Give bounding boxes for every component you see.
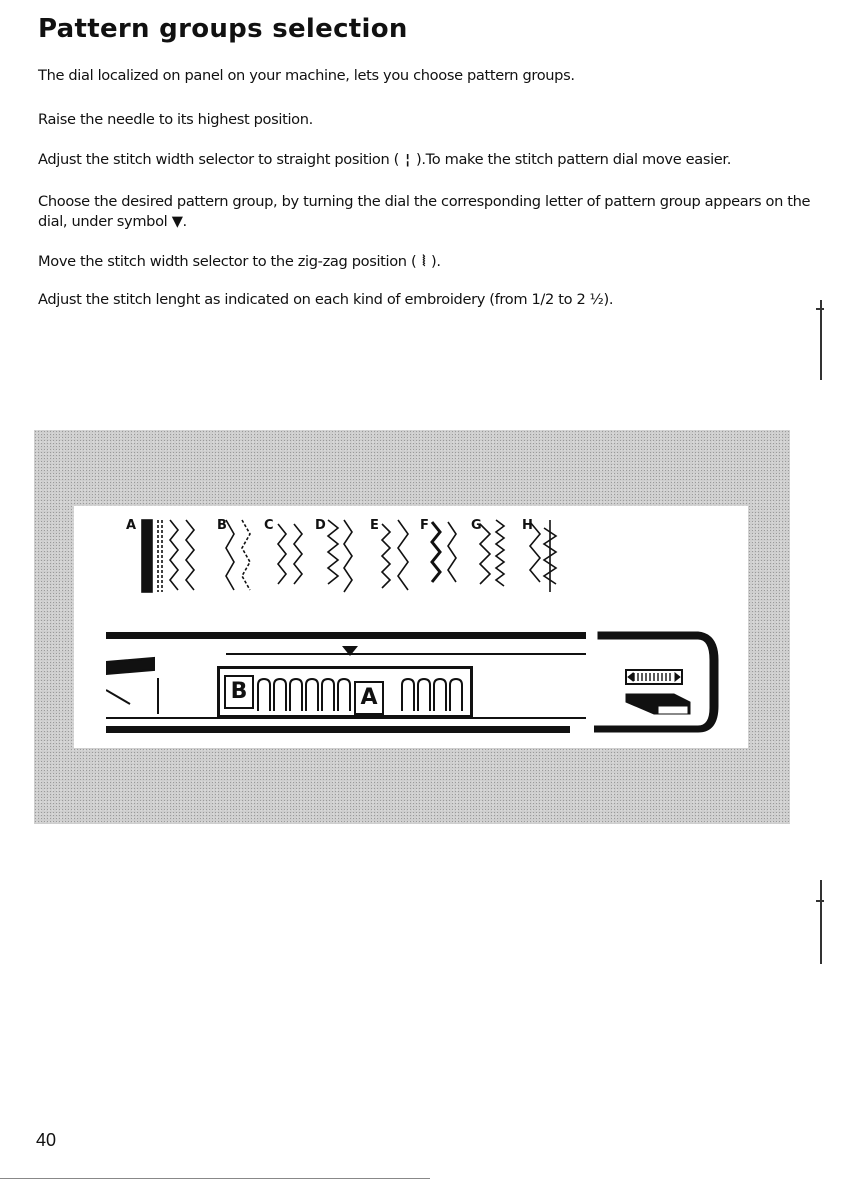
- pointer-symbol-icon: ▼.: [171, 213, 187, 230]
- group-letter-e: E: [370, 518, 379, 533]
- paragraph-dial-intro: The dial localized on panel on your machine, lets you choose pattern groups.: [38, 67, 575, 84]
- group-letter-a: A: [126, 518, 137, 533]
- group-letter-d: D: [315, 518, 326, 533]
- upper-bar: [106, 632, 586, 639]
- bottom-rule: [0, 1178, 430, 1179]
- paragraph-choose-text: Choose the desired pattern group, by turning the dial the corresponding letter of pattern group appears on the dial, under symbol: [38, 193, 811, 230]
- dial-letter-b: B: [224, 675, 254, 709]
- scan-mark: [816, 308, 824, 310]
- scan-mark: [820, 300, 822, 380]
- paragraph-straight-position: [38, 150, 838, 170]
- scan-mark: [820, 880, 822, 964]
- group-letter-b: B: [217, 518, 227, 533]
- paragraph-straight-before: Adjust the stitch width selector to straight position (: [38, 151, 400, 168]
- stitch-patterns-icon: [138, 514, 618, 598]
- page-number: 40: [36, 1130, 57, 1150]
- group-letter-g: G: [471, 518, 482, 533]
- paragraph-zigzag-after: ).: [431, 253, 441, 270]
- group-letter-c: C: [264, 518, 274, 533]
- paragraph-stitch-length: Adjust the stitch lenght as indicated on each kind of embroidery (from 1/2 to 2 ½).: [38, 291, 614, 308]
- scan-mark: [816, 900, 824, 902]
- group-letter-f: F: [420, 518, 429, 533]
- group-letter-h: H: [522, 518, 533, 533]
- presser-foot-icon: [594, 630, 724, 736]
- page-title: Pattern groups selection: [38, 14, 408, 44]
- paragraph-zigzag-position: [38, 252, 838, 272]
- pattern-dial[interactable]: [217, 666, 473, 718]
- pattern-dial-illustration: [34, 430, 790, 824]
- paragraph-raise-needle: Raise the needle to its highest position.: [38, 111, 313, 128]
- zigzag-stitch-icon: ⦚: [422, 253, 426, 270]
- straight-stitch-icon: ¦: [405, 151, 411, 168]
- dial-letter-a: A: [354, 681, 384, 715]
- paragraph-zigzag-before: Move the stitch width selector to the zig-zag position (: [38, 253, 417, 270]
- lower-bar: [106, 726, 570, 733]
- paragraph-choose-group: [38, 192, 838, 232]
- paragraph-straight-after: ).To make the stitch pattern dial move easier.: [416, 151, 732, 168]
- machine-panel: [74, 506, 748, 748]
